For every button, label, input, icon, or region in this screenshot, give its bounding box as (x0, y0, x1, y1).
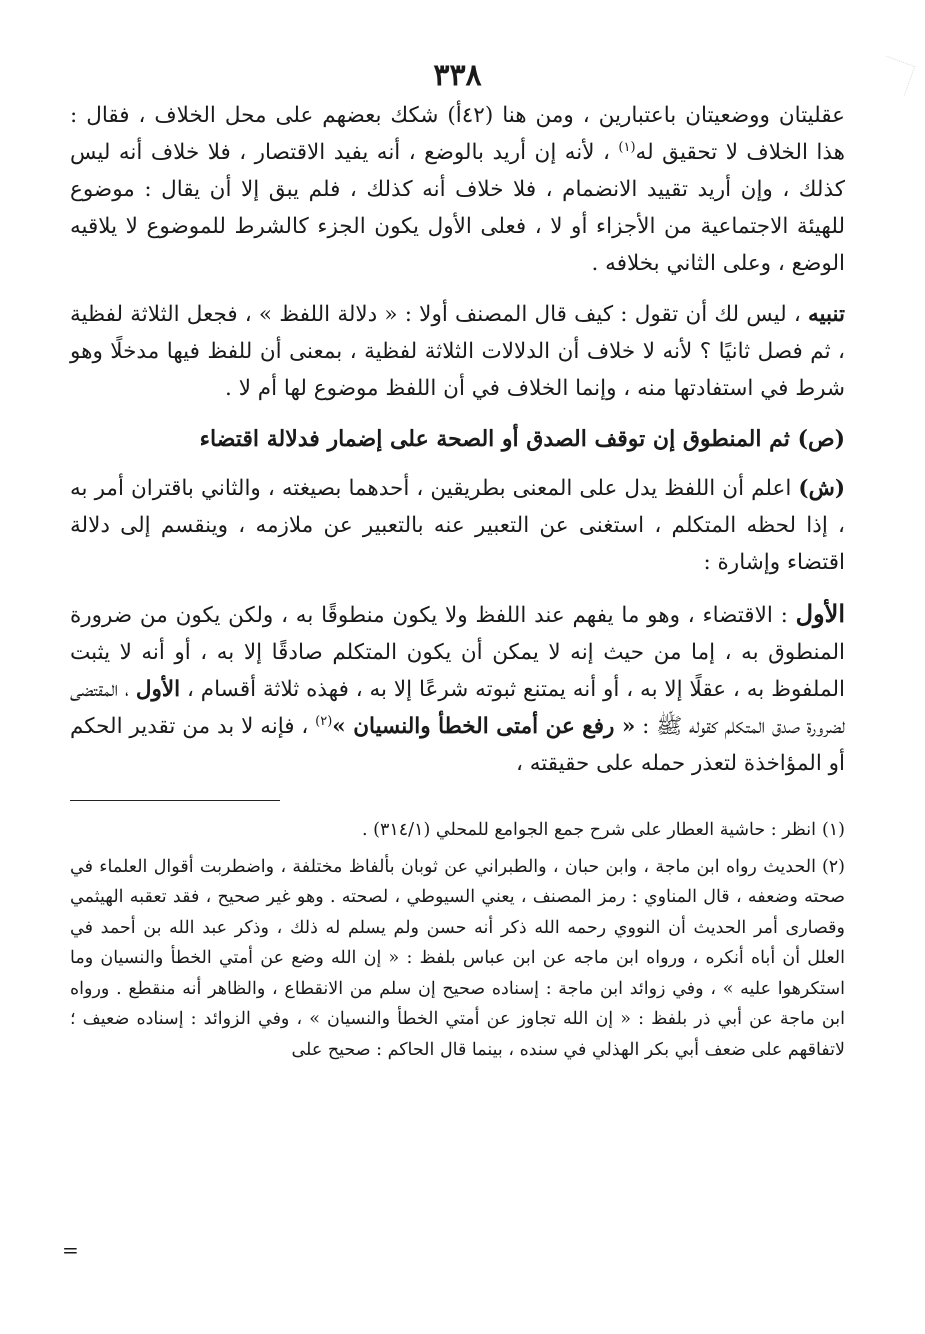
footnote-1 (70, 815, 845, 846)
continuation-mark: = (62, 1238, 79, 1262)
footnote-divider (70, 800, 280, 801)
footnote-2 (70, 852, 845, 1066)
paragraph-sharh (70, 470, 845, 581)
paragraph-1 (70, 97, 845, 282)
first-type-label: الأول (795, 599, 845, 628)
section-heading: (ص) ثم المنطوق إن توقف الصدق أو الصحة على إضمار فدلالة اقتضاء (199, 426, 845, 452)
footnote-ref-1[interactable]: (١) (618, 139, 636, 155)
footnote-1-number: (١) (821, 820, 845, 840)
first-type-text-a: : الاقتضاء ، وهو ما يفهم عند اللفظ ولا يكون منطوقًا به ، ولكن يكون من ضرورة المنطوق به ، إما من حيث إنه لا يمكن أن يكون المتكلم صادقًا إلا به ، أو أنه لا يثبت الملفوظ به ، عقلًا إلا به ، أو أنه يمتنع ثبوته شرعًا إلا به ، فهذه ثلاثة أقسام ، (70, 603, 846, 702)
page-number: ٣٣٨ (433, 58, 482, 93)
sharh-text: اعلم أن اللفظ يدل على المعنى بطريقين ، أحدهما بصيغته ، والثاني باقتران أمر به ، إذا لحظه المتكلم ، استغنى عن التعبير عنه بالتعبير عن ملازمه ، وينقسم إلى دلالة اقتضاء وإشارة : (70, 476, 845, 575)
footnote-2-text: الحديث رواه ابن ماجة ، وابن حبان ، والطبراني عن ثوبان بألفاظ مختلفة ، واضطربت أقوال العلماء في صحته وضعفه ، قال المناوي : رمز المصنف ، يعني السيوطي ، لصحته . وهو غير صحيح ، فقد تعقبه الهيثمي وقصارى أمر الحديث أن النووي رحمه الله ذكر أنه حسن ولم يسلم له ذلك ، وذكر عبد الله بن أحمد في العلل أن أباه أنكره ، ورواه ابن ماجه عن ابن عباس بلفظ : « إن الله وضع عن أمتي الخطأ والنسيان وما استكرهوا عليه » ، وفي زوائد ابن ماجة : إسناده صحيح إن سلم من الانقطاع ، والظاهر أنه منقطع . ورواه ابن ماجة عن أبي ذر بلفظ : « إن الله تجاوز عن أمتي الخطأ والنسيان » ، وفي الزوائد : إسناده ضعيف ؛ لاتفاقهم على ضعف أبي بكر الهذلي في سنده ، بينما قال الحاكم : صحيح على (70, 856, 845, 1060)
scan-corner-mark (876, 56, 916, 96)
first-type-text-c: ، فإنه لا بد من تقدير الحكم أو المؤاخذة لتعذر حمله على حقيقته ، (70, 714, 845, 776)
tanbih-text: ، ليس لك أن تقول : كيف قال المصنف أولا : « دلالة اللفظ » ، فجعل الثلاثة لفظية ، ثم فصل ثانيًا ؟ لأنه لا خلاف أن الدلالات الثلاثة لفظية ، بمعنى أن للفظ فيها مدخلًا وهو شرط في استفادتها منه ، وإنما الخلاف في أن اللفظ موضوع لها أم لا . (70, 302, 845, 401)
paragraph-tanbih (70, 296, 845, 407)
paragraph-1-text: عقليتان ووضعيتان باعتبارين ، ومن هنا (٤٢أ) شكك بعضهم على محل الخلاف ، فقال : هذا الخلاف لا تحقيق له (70, 103, 845, 165)
footnote-ref-2[interactable]: (٢) (315, 713, 333, 729)
paragraph-first-type (70, 595, 845, 782)
paragraph-1-continuation: ، لأنه إن أريد بالوضع ، أنه يفيد الاقتصار ، فلا خلاف أنه ليس كذلك ، وإن أريد تقييد الانضمام ، فلا خلاف أنه كذلك ، فلم يبق إلا أن يقال : موضوع للهيئة الاجتماعية من الأجزاء أو لا ، فعلى الأول يكون الجزء كالشرط للموضوع لا يلاقيه الوضع ، وعلى الثاني بخلافه . (70, 140, 845, 276)
tanbih-label: تنبيه (808, 302, 845, 327)
book-page (70, 58, 845, 1071)
hadith-quote: « رفع عن أمتى الخطأ والنسيان » (332, 714, 636, 739)
footnote-1-text: انظر : حاشية العطار على شرح جمع الجوامع للمحلي (٣١٤/١) . (362, 820, 816, 840)
first-type-label-2: الأول (135, 677, 181, 702)
footnote-2-number: (٢) (821, 856, 845, 877)
sharh-label: (ش) (798, 476, 845, 501)
first-type-text-b: ، المقتضى لضرورة صدق المتكلم كقوله ﷺ : (70, 677, 845, 739)
